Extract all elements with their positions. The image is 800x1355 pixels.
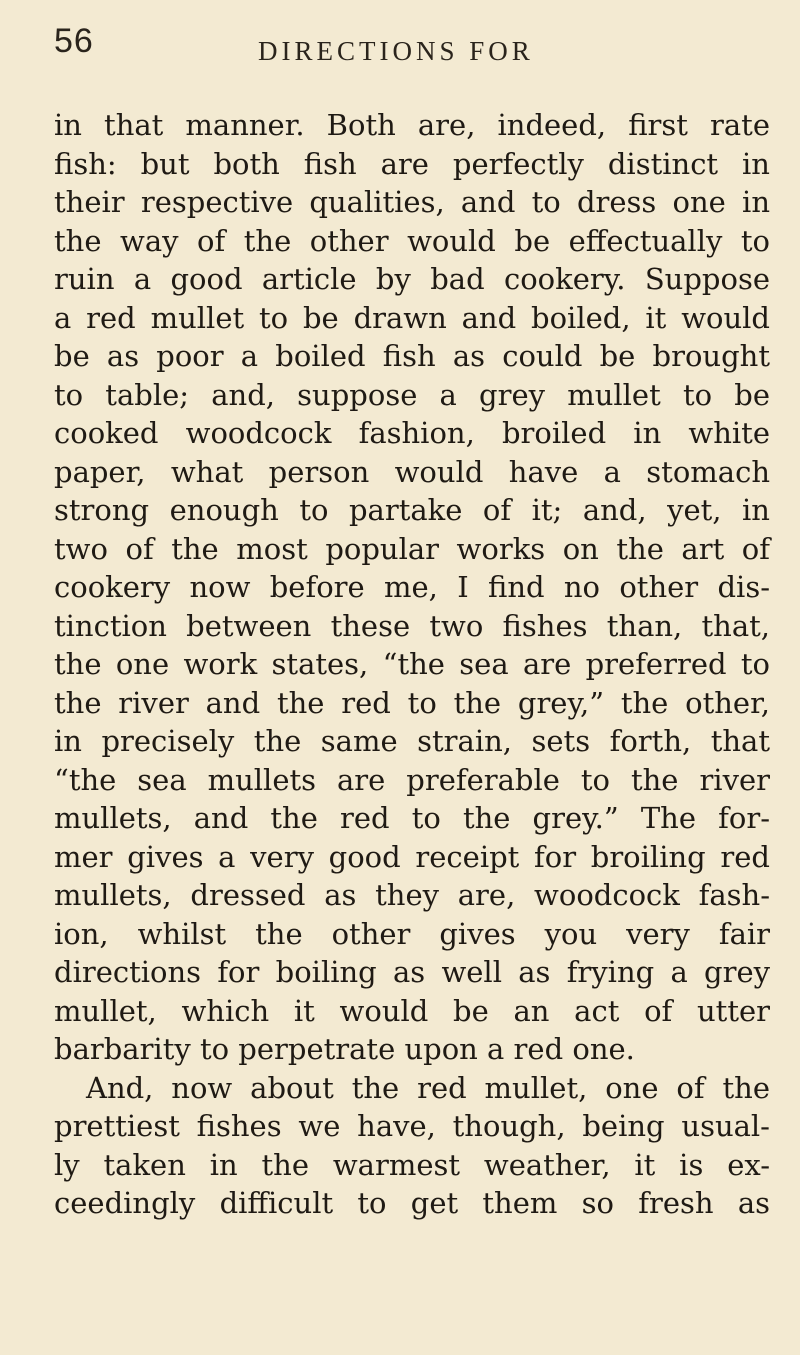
text-line: the way of the other would be effectually to <box>54 223 770 258</box>
running-head: DIRECTIONS FOR <box>258 36 534 66</box>
text-line: ly taken in the warmest weather, it is ex- <box>54 1147 770 1182</box>
page-number: 56 <box>54 22 94 60</box>
text-line: cookery now before me, I find no other dis- <box>54 570 770 604</box>
body-text <box>54 106 770 1223</box>
text-line: strong enough to partake of it; and, yet, in <box>54 493 770 527</box>
text-line: the river and the red to the grey,” the other, <box>54 685 770 720</box>
text-line: And, now about the red mullet, one of the <box>86 1070 770 1105</box>
text-line: a red mullet to be drawn and boiled, it would <box>54 300 770 335</box>
text-line: prettiest fishes we have, though, being usual- <box>54 1109 770 1143</box>
text-line: two of the most popular works on the art of <box>54 531 770 566</box>
text-line: paper, what person would have a stomach <box>54 454 770 489</box>
text-line: mullet, which it would be an act of utter <box>54 993 770 1028</box>
text-line: mer gives a very good receipt for broiling red <box>54 839 770 874</box>
text-line: in precisely the same strain, sets forth, that <box>54 724 770 758</box>
text-line: the one work states, “the sea are preferred to <box>54 647 770 681</box>
text-line: their respective qualities, and to dress one in <box>54 185 770 219</box>
text-line: barbarity to perpetrate upon a red one. <box>54 1032 635 1066</box>
text-line: directions for boiling as well as frying a grey <box>54 955 770 989</box>
text-line: be as poor a boiled fish as could be brought <box>54 339 770 373</box>
text-line: fish: but both fish are perfectly distinct in <box>54 146 770 181</box>
text-line: ruin a good article by bad cookery. Suppose <box>54 262 770 296</box>
text-line: mullets, and the red to the grey.” The for- <box>54 801 770 835</box>
text-line: ceedingly difficult to get them so fresh as <box>54 1186 770 1220</box>
text-line: to table; and, suppose a grey mullet to be <box>54 377 770 412</box>
text-line: mullets, dressed as they are, woodcock fash- <box>54 878 770 912</box>
text-line: in that manner. Both are, indeed, first rate <box>54 108 770 142</box>
text-line: cooked woodcock fashion, broiled in white <box>54 416 770 450</box>
page-header <box>54 22 774 72</box>
text-line: ion, whilst the other gives you very fair <box>54 916 770 951</box>
text-line: tinction between these two fishes than, that, <box>54 608 770 643</box>
text-line: “the sea mullets are preferable to the river <box>54 762 770 797</box>
